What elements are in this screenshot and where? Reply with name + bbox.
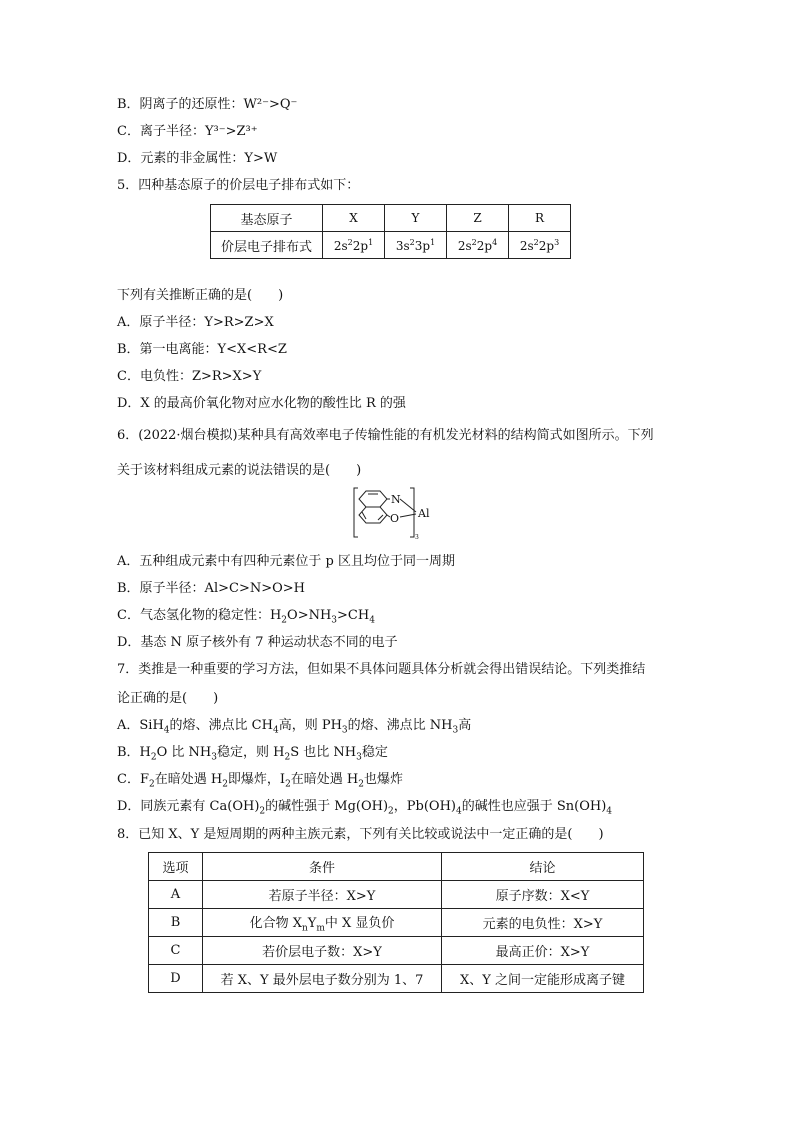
option-cell: D bbox=[149, 965, 203, 993]
q7-option-d: D．同族元素有 $Ca(OH)_2$的碱性强于 $Mg(OH)_2$，$Pb(OH)_4$的碱性也应强于 $Sn(OH)_4$ bbox=[117, 799, 613, 817]
config-z: $2s^22p^4$ bbox=[447, 232, 509, 259]
q7-option-c: C．$F_2$在暗处遇 $H_2$即爆炸，$I_2$在暗处遇 $H_2$也爆炸 bbox=[117, 772, 404, 790]
q5-option-d: D．X 的最高价氧化物对应水化物的酸性比 R 的强 bbox=[117, 396, 406, 411]
table-row bbox=[211, 205, 571, 232]
conclusion-cell: 原子序数：X<Y bbox=[442, 881, 644, 909]
table-row bbox=[149, 909, 644, 937]
table-row bbox=[149, 937, 644, 965]
ligand-count: 3 bbox=[415, 534, 419, 541]
q5-config-table bbox=[210, 204, 571, 259]
conclusion-cell: 最高正价：X>Y bbox=[442, 937, 644, 965]
q7-stem-line2: 论正确的是( ) bbox=[117, 691, 219, 706]
q7-option-a: A．SiH$_4$的熔、沸点比 $CH_4$高，则 $PH_3$的熔、沸点比 $NH_3$高 bbox=[117, 718, 472, 736]
header-cell: X bbox=[323, 205, 385, 232]
q8-stem: 8．已知 X、Y 是短周期的两种主族元素，下列有关比较或说法中一定正确的是( ) bbox=[117, 827, 604, 842]
row-label: 价层电子排布式 bbox=[211, 232, 323, 259]
q6-option-a: A．五种组成元素中有四种元素位于 p 区且均位于同一周期 bbox=[117, 554, 455, 569]
aluminum-label: Al bbox=[418, 507, 430, 520]
q4-option-b: B．阴离子的还原性：W²⁻>Q⁻ bbox=[117, 97, 298, 112]
option-cell: A bbox=[149, 881, 203, 909]
q5-prompt: 下列有关推断正确的是( ) bbox=[117, 288, 284, 303]
q4-option-c: C．离子半径：Y³⁻>Z³⁺ bbox=[117, 124, 258, 139]
header-cell: R bbox=[509, 205, 571, 232]
header-cell: 基态原子 bbox=[211, 205, 323, 232]
q5-option-b: B．第一电离能：Y<X<R<Z bbox=[117, 342, 287, 357]
condition-cell: 若价层电子数：X>Y bbox=[203, 937, 442, 965]
q5-option-a: A．原子半径：Y>R>Z>X bbox=[117, 315, 274, 330]
config-r: $2s^22p^3$ bbox=[509, 232, 571, 259]
option-cell: C bbox=[149, 937, 203, 965]
conclusion-cell: X、Y 之间一定能形成离子键 bbox=[442, 965, 644, 993]
q6-stem-line2: 关于该材料组成元素的说法错误的是( ) bbox=[117, 463, 362, 478]
table-row bbox=[149, 853, 644, 881]
table-row bbox=[149, 881, 644, 909]
q5-option-c: C．电负性：Z>R>X>Y bbox=[117, 369, 262, 384]
aluminum-quinolinolate-structure bbox=[350, 485, 454, 541]
condition-cell: 若 X、Y 最外层电子数分别为 1、7 bbox=[203, 965, 442, 993]
q4-option-d: D．元素的非金属性：Y>W bbox=[117, 151, 278, 166]
option-cell: B bbox=[149, 909, 203, 937]
q7-stem-line1: 7．类推是一种重要的学习方法，但如果不具体问题具体分析就会得出错误结论。下列类推结 bbox=[117, 662, 646, 677]
condition-cell: 若原子半径：X>Y bbox=[203, 881, 442, 909]
header-cell: Y bbox=[385, 205, 447, 232]
header-cell: Z bbox=[447, 205, 509, 232]
condition-cell: 化合物 $X_nY_m$中 X 显负价 bbox=[203, 909, 442, 937]
q6-stem-line1: 6．(2022·烟台模拟)某种具有高效率电子传输性能的有机发光材料的结构简式如图所示。下列 bbox=[117, 428, 654, 443]
q6-option-c: C．气态氢化物的稳定性：$H_2O>NH_3>CH_4$ bbox=[117, 608, 375, 626]
table-row bbox=[211, 232, 571, 259]
table-row bbox=[149, 965, 644, 993]
q8-table bbox=[148, 852, 644, 993]
nitrogen-label: N bbox=[391, 493, 401, 506]
q6-option-d: D．基态 N 原子核外有 7 种运动状态不同的电子 bbox=[117, 635, 398, 650]
header-cell: 结论 bbox=[442, 853, 644, 881]
conclusion-cell: 元素的电负性：X>Y bbox=[442, 909, 644, 937]
config-x: $2s^22p^1$ bbox=[323, 232, 385, 259]
header-cell: 条件 bbox=[203, 853, 442, 881]
oxygen-label: O bbox=[390, 512, 400, 525]
header-cell: 选项 bbox=[149, 853, 203, 881]
q6-option-b: B．原子半径：Al>C>N>O>H bbox=[117, 581, 305, 596]
config-y: $3s^23p^1$ bbox=[385, 232, 447, 259]
q7-option-b: B．$H_2O$ 比 $NH_3$稳定，则 $H_2S$ 也比 $NH_3$稳定 bbox=[117, 745, 388, 763]
q5-stem: 5．四种基态原子的价层电子排布式如下： bbox=[117, 178, 360, 193]
